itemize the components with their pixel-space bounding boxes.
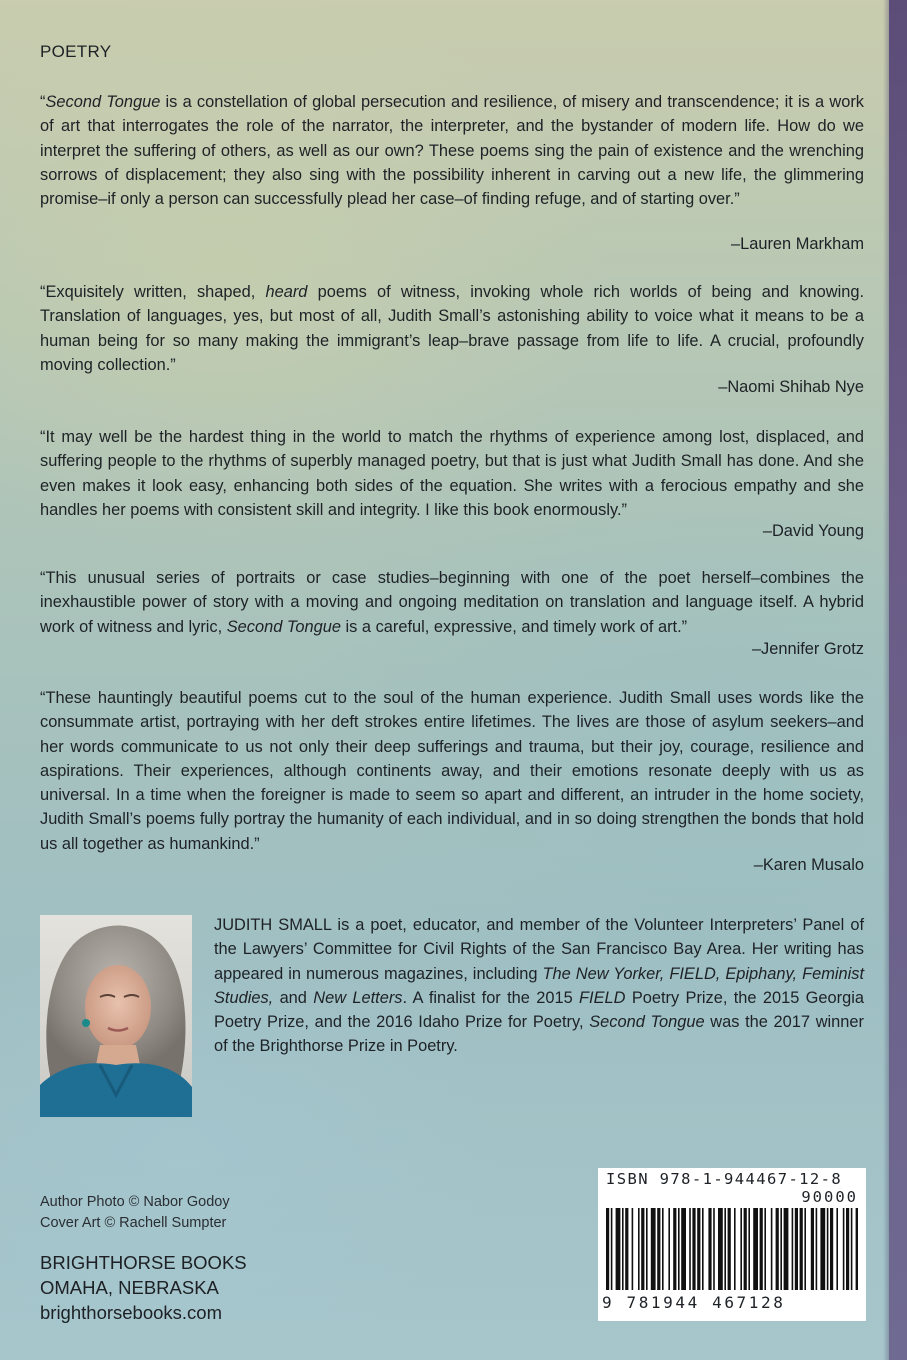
blurb-nye: “Exquisitely written, shaped, heard poems of witness, invoking whole rich worlds of being and knowing. Translation of languages, yes, but most of all, Judith Small’s astonishing ability to voice what it means to be a human being for so many making the immigrant’s leap–brave passage from life to life. A crucial, profoundly moving collection.” [40,283,864,374]
attribution-young: –David Young [762,522,864,540]
attribution-musalo: –Karen Musalo [753,856,864,874]
cover-art-credit: Cover Art © Rachell Sumpter [40,1215,227,1231]
attribution-markham: –Lauren Markham [730,235,864,253]
author-portrait-illustration [40,915,192,1117]
publisher-website: brighthorsebooks.com [40,1302,223,1323]
attribution-grotz: –Jennifer Grotz [751,640,864,658]
category-heading: POETRY [40,42,112,61]
ean-number: 9 781944 467128 [602,1293,786,1312]
photo-credit: Author Photo © Nabor Godoy [40,1194,230,1210]
spine-edge [889,0,907,1360]
author-photo [40,915,192,1117]
isbn-number: ISBN 978-1-944467-12-8 [606,1170,843,1188]
price-code: 90000 [801,1188,858,1206]
blurb-grotz: “This unusual series of portraits or case studies–beginning with one of the poet herself–combines the inexhaustible power of story with a moving and ongoing meditation on translation and language itself. A hybrid work of witness and lyric, Second Tongue is a careful, expressive, and timely work of art.” [40,569,864,636]
image-credits [40,1192,230,1234]
barcode-bars [606,1208,858,1290]
blurb-musalo: “These hauntingly beautiful poems cut to the soul of the human experience. Judith Small uses words like the consummate artist, portraying with her deft strokes entire lifetimes. The lives are those of asylum seekers–and her words communicate to us not only their deep sufferings and trauma, but their joy, courage, resilience and aspirations. Their experiences, although continents away, and their emotions resonate deeply with us as universal. In a time when the foreigner is made to seem so apart and different, an intruder in the home society, Judith Small’s poems fully portray the humanity of each individual, and in so doing strengthen the bonds that hold us all together as humankind.” [40,689,864,853]
blurb-young: “It may well be the hardest thing in the world to match the rhythms of experience among lost, displaced, and suffering people to the rhythms of superbly managed poetry, but that is just what Judith Small has done. And she even makes it look easy, enhancing both sides of the equation. She writes with a ferocious empathy and she handles her poems with consistent skill and integrity. I like this book enormously.” [40,428,864,519]
isbn-barcode [598,1168,866,1321]
blurb-markham: “Second Tongue is a constellation of global persecution and resilience, of misery and transcendence; it is a work of art that interrogates the role of the narrator, the interpreter, and the bystander of modern life. How do we interpret the suffering of others, as well as our own? These poems sing the pain of existence and the wrenching sorrows of displacement; they also sing with the possibility inherent in carving out a new life, the glimmering promise–if only a person can successfully plead her case–of finding refuge, and of starting over.” [40,93,864,209]
attribution-nye: –Naomi Shihab Nye [718,378,864,396]
publisher-location: OMAHA, NEBRASKA [40,1277,219,1298]
publisher-name: BRIGHTHORSE BOOKS [40,1252,247,1273]
publisher-block [40,1250,247,1325]
author-bio: JUDITH SMALL is a poet, educator, and member of the Volunteer Interpreters’ Panel of the Lawyers’ Committee for Civil Rights of the San Francisco Bay Area. Her writing has appeared in numerous magazines, including The New Yorker, FIELD, Epiphany, Feminist Studies, and New Letters. A finalist for the 2015 FIELD Poetry Prize, the 2015 Georgia Poetry Prize, and the 2016 Idaho Prize for Poetry, Second Tongue was the 2017 winner of the Brighthorse Prize in Poetry. [214,916,864,1056]
